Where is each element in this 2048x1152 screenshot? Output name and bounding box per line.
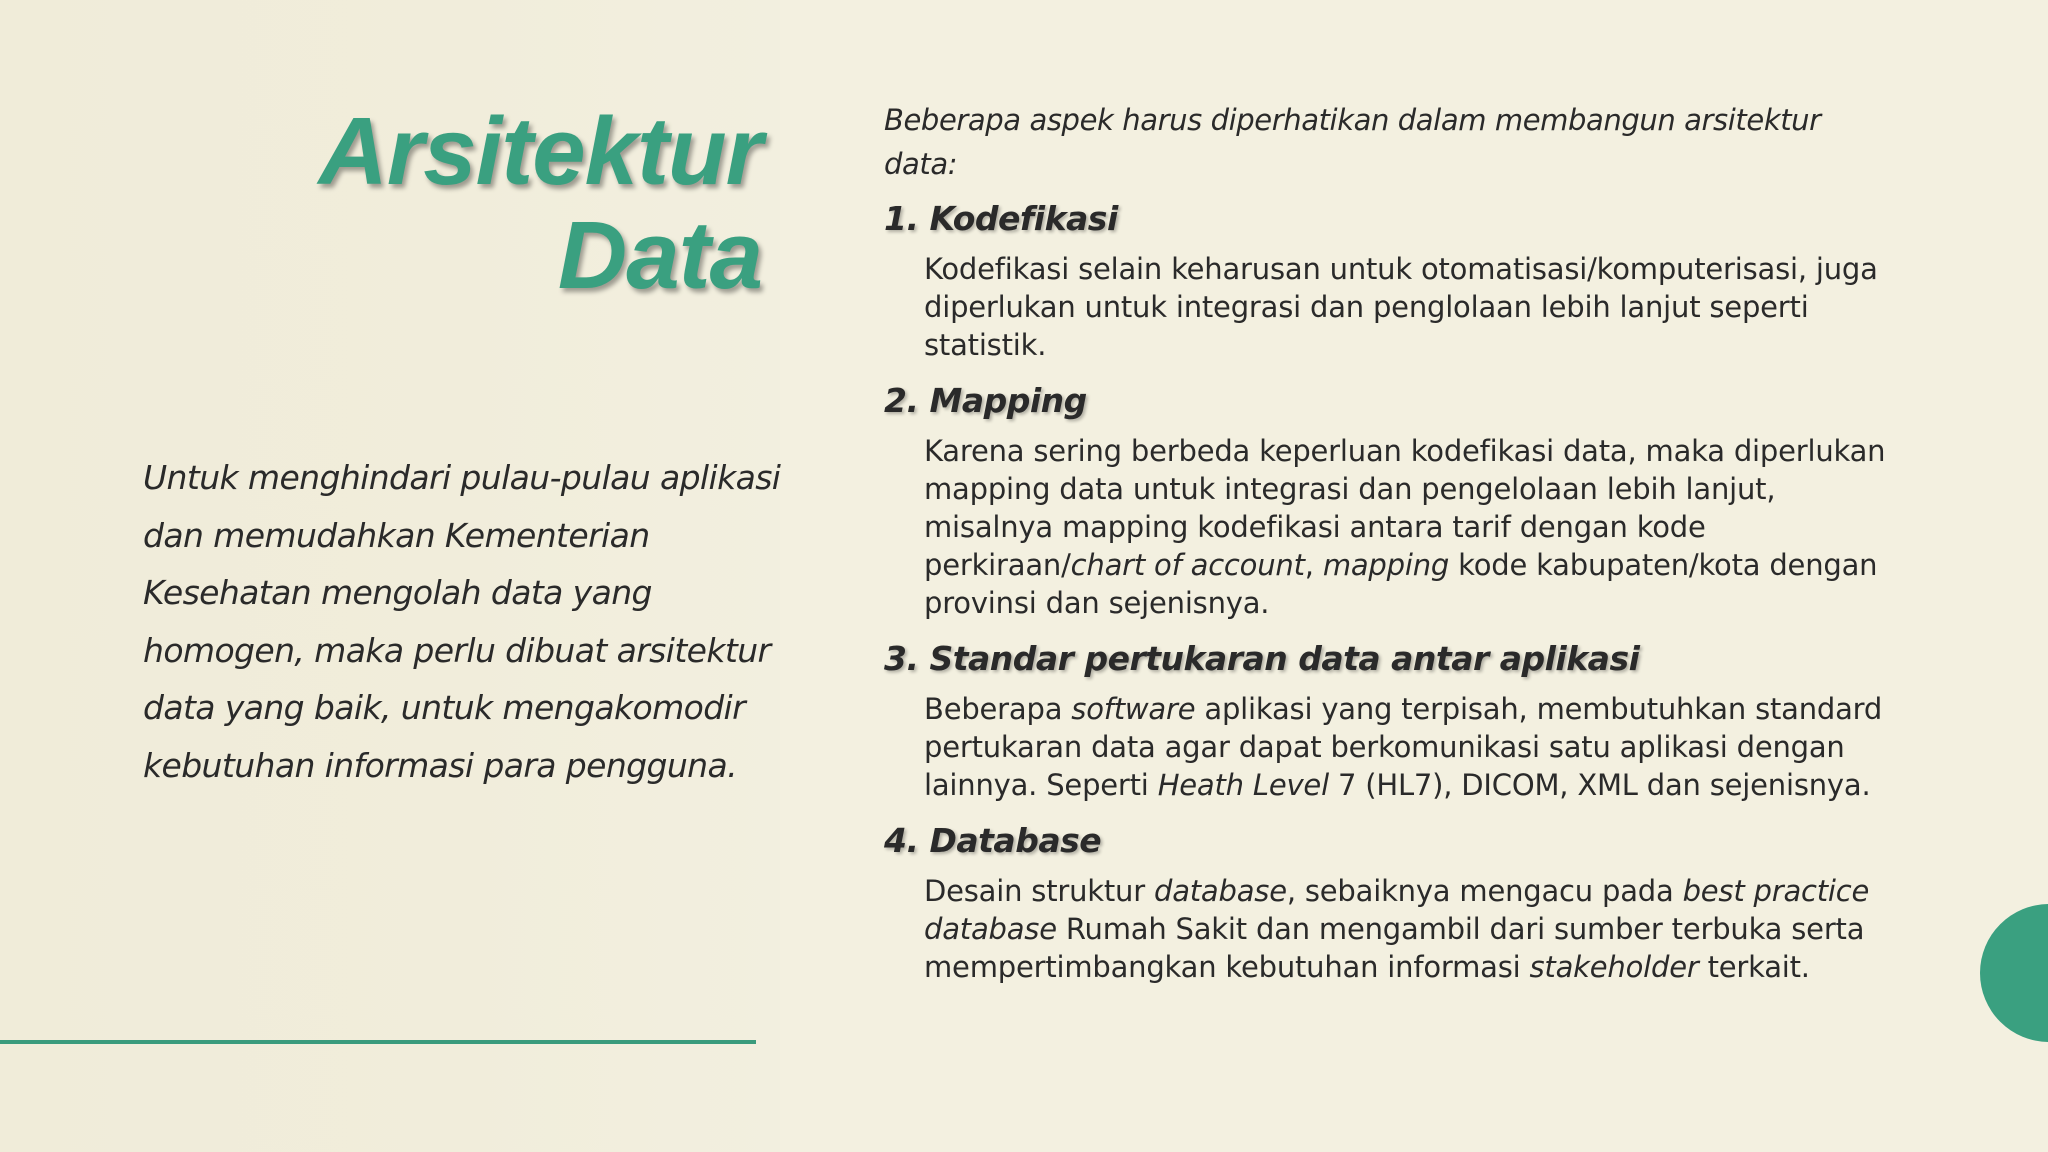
italic-term: database [1153, 874, 1287, 908]
aspect-body [924, 250, 1894, 364]
aspect-body [924, 872, 1894, 986]
slide-title-line-2: Data [557, 202, 762, 309]
aspect-heading: 3. Standar pertukaran data antar aplikasi [884, 639, 1640, 678]
italic-term: software [1071, 692, 1196, 726]
body-text: Rumah Sakit dan mengambil dari sumber terbuka serta mempertimbangkan kebutuhan informasi [924, 912, 1865, 984]
aspect-heading: 2. Mapping [884, 381, 1087, 420]
body-text: Karena sering berbeda keperluan kodefikasi data, maka diperlukan mapping data untuk integrasi dan pengelolaan lebih lanjut, misalnya mapping kodefikasi antara tarif dengan kode perkiraan/ [924, 434, 1886, 582]
aspect-heading: 1. Kodefikasi [884, 199, 1118, 238]
aspect-body [924, 432, 1894, 622]
body-text: , [1304, 548, 1323, 582]
intro-paragraph: Untuk menghindari pulau-pulau aplikasi dan memudahkan Kementerian Kesehatan mengolah data yang homogen, maka perlu dibuat arsitektur data yang baik, untuk mengakomodir kebutuhan informasi para pengguna. [143, 458, 781, 785]
divider-line [0, 1040, 756, 1044]
aspects-content [884, 98, 1894, 998]
italic-term: Heath Level [1157, 768, 1329, 802]
body-text: aplikasi yang terpisah, membutuhkan standard pertukaran data agar dapat berkomunikasi satu aplikasi dengan lainnya. Seperti [924, 692, 1883, 802]
accent-circle [1980, 904, 2048, 1042]
body-text: Kodefikasi selain keharusan untuk otomatisasi/komputerisasi, juga diperlukan untuk integrasi dan penglolaan lebih lanjut seperti statistik. [924, 252, 1878, 362]
body-text: terkait. [1698, 950, 1810, 984]
aspect-body [924, 690, 1894, 804]
aspect-heading: 4. Database [884, 821, 1102, 860]
italic-term: mapping [1322, 548, 1450, 582]
aspect-kodefikasi [884, 194, 1894, 364]
slide-title [319, 100, 762, 308]
aspect-mapping [884, 376, 1894, 622]
aspect-database [884, 816, 1894, 986]
body-text: , sebaiknya mengacu pada [1286, 874, 1683, 908]
body-text: kode kabupaten/kota dengan provinsi dan sejenisnya. [924, 548, 1878, 620]
italic-term: stakeholder [1529, 950, 1699, 984]
lead-text: Beberapa aspek harus diperhatikan dalam membangun arsitektur data: [884, 103, 1821, 181]
body-text: Beberapa [924, 692, 1072, 726]
slide-title-line-1: Arsitektur [318, 98, 762, 205]
italic-term: best practice database [924, 874, 1870, 946]
italic-term: chart of account [1070, 548, 1305, 582]
body-text: 7 (HL7), DICOM, XML dan sejenisnya. [1328, 768, 1871, 802]
body-text: Desain struktur [924, 874, 1154, 908]
aspect-standar-pertukaran [884, 634, 1894, 804]
